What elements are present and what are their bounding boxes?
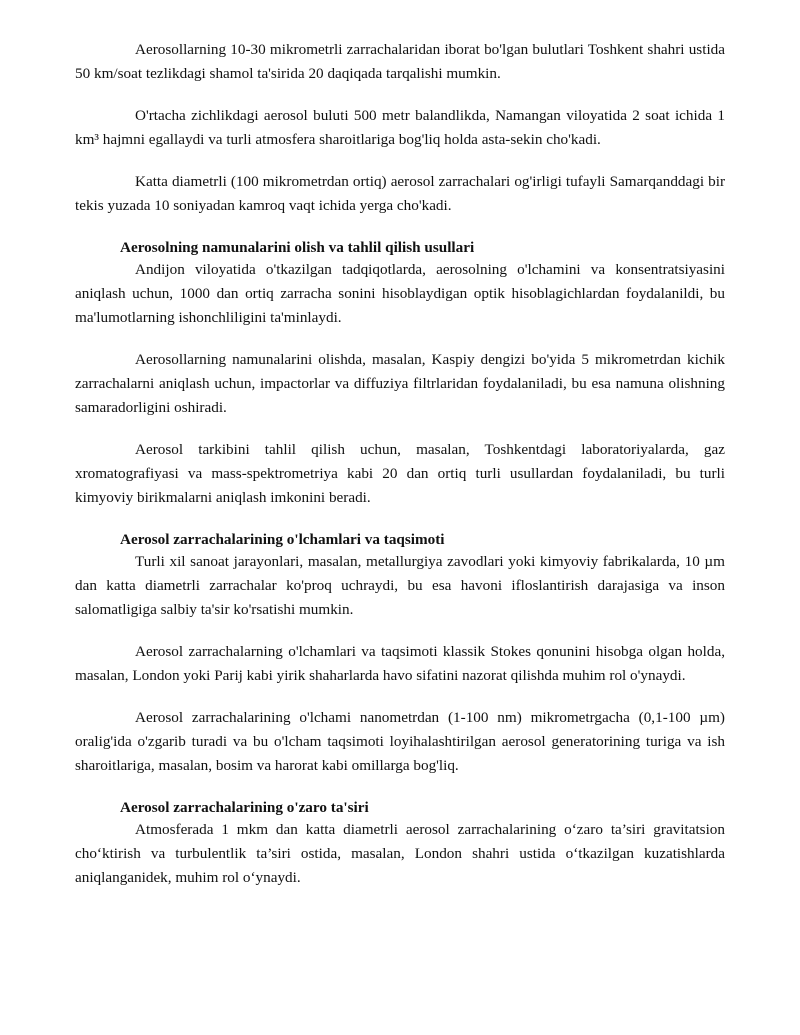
paragraph-gap — [75, 622, 725, 640]
section-heading-size-distribution: Aerosol zarrachalarining o'lchamlari va taqsimoti — [120, 531, 445, 548]
paragraph-composition-analysis: Aerosol tarkibini tahlil qilish uchun, masalan, Toshkentdagi laboratoriyalarda, gaz xromatografiyasi va mass-spektrometriya kabi 20 dan ortiq turli usullardan foydalaniladi, bu turli kimyoviy birikmalarni aniqlash imkonini beradi. — [75, 441, 725, 506]
paragraph-atmospheric-interaction: Atmosferada 1 mkm dan katta diametrli aerosol zarrachalarining o‘zaro ta’siri gravitatsion cho‘ktirish va turbulentlik ta’siri ostida, masalan, London shahri ustida o‘tkazilgan kuzatishlarda aniqlanganidek, muhim rol o‘ynaydi. — [75, 821, 725, 886]
section-heading-particle-interaction: Aerosol zarrachalarining o'zaro ta'siri — [120, 799, 369, 816]
paragraph-large-particles-samarkand: Katta diametrli (100 mikrometrdan ortiq) aerosol zarrachalari og'irligi tufayli Samarqanddagi bir tekis yuzada 10 soniyadan kamroq vaqt ichida yerga cho'kadi. — [75, 173, 725, 214]
paragraph-caspian-sampling: Aerosollarning namunalarini olishda, masalan, Kaspiy dengizi bo'yida 5 mikrometrdan kichik zarrachalarni aniqlash uchun, impactorlar va diffuziya filtrlaridan foydalaniladi, bu esa namuna olishning samaradorligini oshiradi. — [75, 351, 725, 416]
document-page — [75, 38, 725, 890]
paragraph-gap — [75, 420, 725, 438]
section-heading-sampling-methods: Aerosolning namunalarini olish va tahlil qilish usullari — [120, 239, 475, 256]
paragraph-gap — [75, 152, 725, 170]
paragraph-particle-size-range: Aerosol zarrachalarining o'lchami nanometrdan (1-100 nm) mikrometrgacha (0,1-100 µm) oralig'ida o'zgarib turadi va bu o'lcham taqsimoti loyihalashtirilgan aerosol generatorining turiga va ish sharoitlariga, masalan, bosim va harorat kabi omillarga bog'liq. — [75, 709, 725, 774]
paragraph-gap — [75, 330, 725, 348]
paragraph-andijan-research: Andijon viloyatida o'tkazilgan tadqiqotlarda, aerosolning o'lchamini va konsentratsiyasini aniqlash uchun, 1000 dan ortiq zarracha sonini hisoblaydigan optik hisoblagichlardan foydalanildi, bu ma'lumotlarning ishonchliligini ta'minlaydi. — [75, 261, 725, 326]
paragraph-aerosol-cloud-namangan: O'rtacha zichlikdagi aerosol buluti 500 metr balandlikda, Namangan viloyatida 2 soat ichida 1 km³ hajmni egallaydi va turli atmosfera sharoitlariga bog'liq holda asta-sekin cho'kadi. — [75, 107, 725, 148]
paragraph-gap — [75, 510, 725, 528]
paragraph-industrial-processes: Turli xil sanoat jarayonlari, masalan, metallurgiya zavodlari yoki kimyoviy fabrikalarda, 10 µm dan katta diametrli zarrachalar ko'proq uchraydi, bu esa havoni ifloslantirish darajasiga va inson salomatligiga salbiy ta'sir ko'rsatishi mumkin. — [75, 553, 725, 618]
paragraph-gap — [75, 218, 725, 236]
paragraph-aerosol-clouds-tashkent: Aerosollarning 10-30 mikrometrli zarrachalaridan iborat bo'lgan bulutlari Toshkent shahri ustida 50 km/soat tezlikdagi shamol ta'sirida 20 daqiqada tarqalishi mumkin. — [75, 41, 725, 82]
paragraph-stokes-law: Aerosol zarrachalarning o'lchamlari va taqsimoti klassik Stokes qonunini hisobga olgan holda, masalan, London yoki Parij kabi yirik shaharlarda havo sifatini nazorat qilishda muhim rol o'ynaydi. — [75, 643, 725, 684]
paragraph-gap — [75, 688, 725, 706]
paragraph-gap — [75, 86, 725, 104]
paragraph-gap — [75, 778, 725, 796]
